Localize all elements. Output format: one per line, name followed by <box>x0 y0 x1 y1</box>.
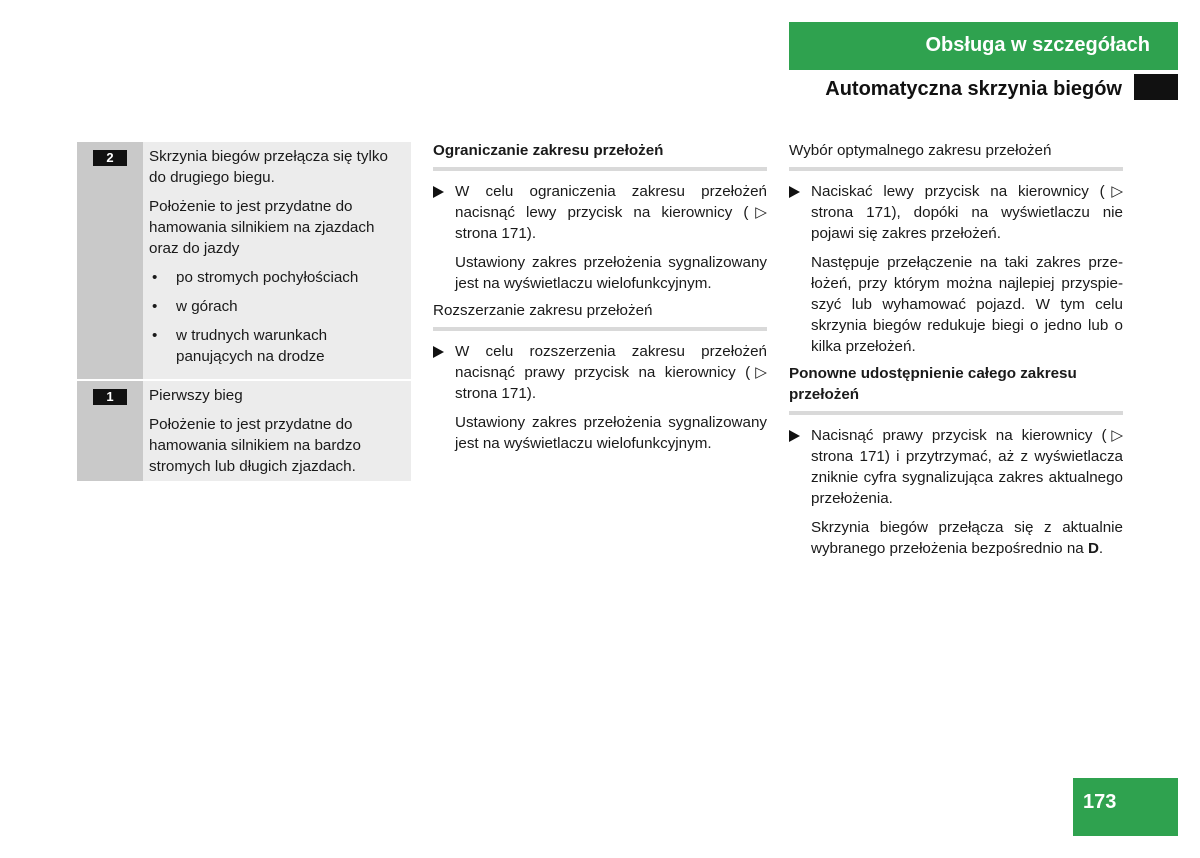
result-note: Ustawiony zakres przełożenia sygnalizowany jest na wyświetlaczu wielofunkcyjnym. <box>455 254 767 292</box>
heading-extend-range: Rozszerzanie zakresu przełożeń <box>433 300 767 331</box>
list-item: • w trudnych warunkach panujących na drodze <box>152 327 328 365</box>
subsection-title: Automatyczna skrzynia biegów <box>825 78 1122 100</box>
step-arrow-icon <box>433 346 444 358</box>
page-reference-link: (▷ strona 171). <box>455 204 767 242</box>
instruction-step: W celu ograniczenia zakresu przełożeń nacisnąć lewy przycisk na kierownicy (▷ strona 171). <box>433 181 767 244</box>
result-note: Skrzynia biegów przełącza się z aktualnie wybranego przełożenia bezpośrednio na D. <box>811 519 1123 557</box>
gear-row-2 <box>77 142 411 379</box>
instruction-step: Naciskać lewy przycisk na kierownicy (▷ strona 171), dopóki na wyświetlaczu nie pojawi się zakres przełożeń. <box>789 181 1123 244</box>
gear-description-text: Położenie to jest przydatne do hamowania silnikiem na bardzo stromych lub długich zjazdach. <box>149 416 361 475</box>
gear-description-text: Położenie to jest przydatne do hamowania silnikiem na zjazdach oraz do jazdy <box>149 198 375 257</box>
gear-table <box>77 142 411 481</box>
heading-optimal-range: Wybór optymalnego zakresu przełożeń <box>789 140 1123 171</box>
gear-description <box>143 381 411 481</box>
page-number-badge <box>1073 778 1178 836</box>
step-arrow-icon <box>789 430 800 442</box>
list-item: • w górach <box>152 298 238 315</box>
gear-description <box>143 142 411 379</box>
instruction-step: W celu rozszerzenia zakresu przełożeń nacisnąć prawy przycisk na kierownicy (▷ strona 171). <box>433 341 767 404</box>
section-banner <box>789 22 1178 70</box>
gear-d-label: D <box>1087 540 1099 557</box>
gear-key-badge: 1 <box>93 389 127 405</box>
page-reference-link: (▷ strona 171). <box>455 364 767 402</box>
list-item: • po stromych pochyłościach <box>152 269 359 286</box>
result-note: Następuje przełączenie na taki zakres przełożeń, przy którym można najlepiej przyspieszyć lub wyhamować pojazd. W tym celu skrzynia biegów redukuje biegi o jedno lub o kilka przełożeń. <box>811 254 1123 355</box>
column-middle <box>433 140 767 454</box>
gear-description-text: Pierwszy bieg <box>149 387 243 404</box>
gear-key-cell <box>77 142 143 379</box>
section-marker <box>1134 74 1178 100</box>
heading-full-range: Ponowne udostępnienie całego zakresu przełożeń <box>789 363 1123 415</box>
instruction-step: Nacisnąć prawy przycisk na kierownicy (▷ strona 171) i przytrzymać, aż z wyświetlacza zniknie cyfra sygnalizująca zakres aktualnego przełożenia. <box>789 425 1123 509</box>
gear-description-text: Skrzynia biegów przełącza się tylko do drugiego biegu. <box>149 148 388 186</box>
section-title: Obsługa w szczegółach <box>925 34 1150 56</box>
gear-key-cell <box>77 381 143 481</box>
heading-limit-range: Ograniczanie zakresu przełożeń <box>433 140 767 171</box>
gear-row-1 <box>77 379 411 481</box>
gear-key-badge: 2 <box>93 150 127 166</box>
column-right <box>789 140 1123 559</box>
conditions-list <box>149 267 403 367</box>
result-note: Ustawiony zakres przełożenia sygnalizowany jest na wyświetlaczu wielofunkcyjnym. <box>455 414 767 452</box>
step-arrow-icon <box>433 186 444 198</box>
page-number: 173 <box>1083 791 1117 813</box>
step-arrow-icon <box>789 186 800 198</box>
